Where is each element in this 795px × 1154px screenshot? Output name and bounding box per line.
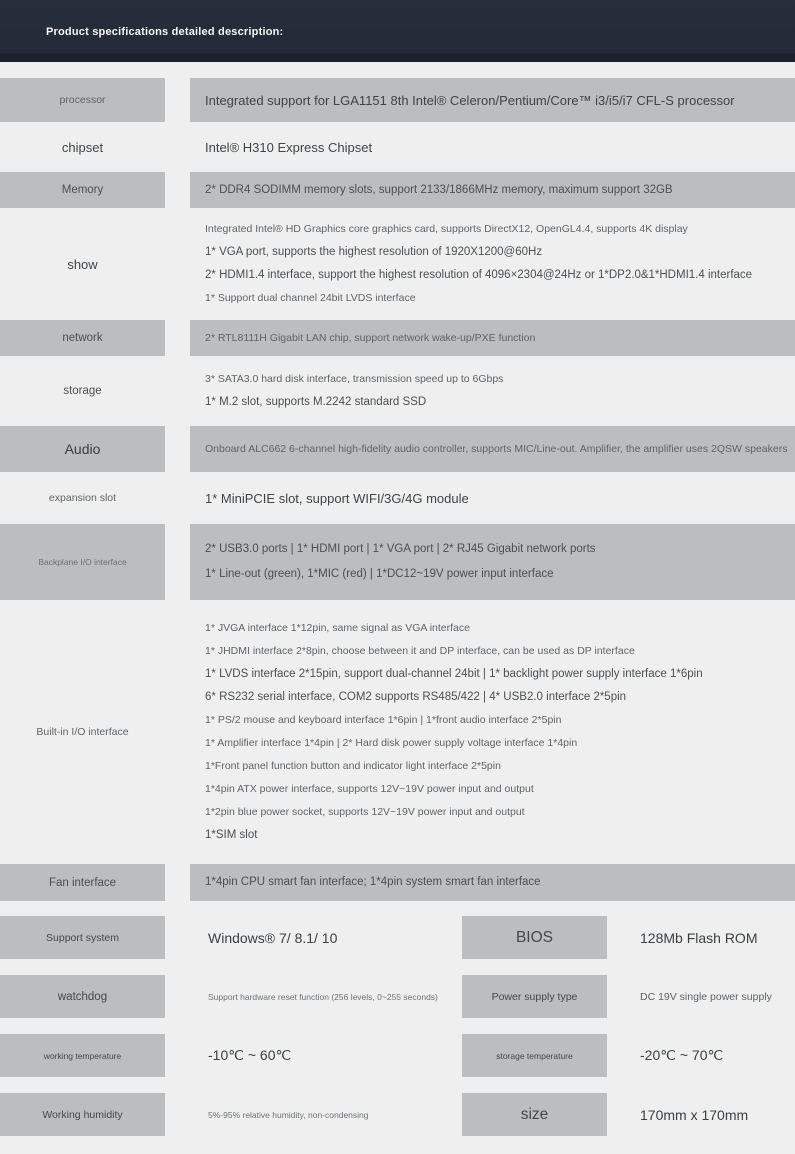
row-value: [190, 320, 795, 356]
spec-line: 1* Line-out (green), 1*MIC (red) | 1*DC12~19V power input interface: [205, 568, 554, 580]
spec-row-processor: [0, 78, 795, 122]
row-value: [190, 359, 795, 423]
column-gap: [165, 475, 190, 521]
spec-row-storage: [0, 359, 795, 423]
bottom-left-value: Windows® 7/ 8.1/ 10: [208, 929, 338, 946]
column-gap: [165, 78, 190, 122]
spec-line: 1*SIM slot: [205, 829, 258, 841]
spec-row-show: [0, 211, 795, 317]
spec-row-network: [0, 320, 795, 356]
spec-line: Onboard ALC662 6-channel high-fidelity audio controller, supports MIC/Line-out. Amplifier, the amplifier uses 2QSW speakers: [205, 442, 788, 455]
bottom-left-value: 5%-95% relative humidity, non-condensing: [208, 1109, 369, 1120]
spec-line: 1*Front panel function button and indicator light interface 2*5pin: [205, 760, 501, 772]
column-gap: [165, 172, 190, 208]
bottom-row: [0, 1034, 795, 1077]
spec-line: 1*4pin CPU smart fan interface; 1*4pin system smart fan interface: [205, 876, 541, 888]
bottom-right-label: BIOS: [462, 916, 607, 959]
bottom-right-label: storage temperature: [462, 1034, 607, 1077]
row-label: processor: [0, 78, 165, 122]
row-value: [190, 524, 795, 600]
spec-row-backplane: [0, 524, 795, 600]
spec-bottom-grid: [0, 916, 795, 1136]
column-gap: [165, 603, 190, 861]
page-header: [0, 0, 795, 62]
bottom-right-label: Power supply type: [462, 975, 607, 1018]
bottom-right-value: 128Mb Flash ROM: [640, 929, 758, 946]
row-label: Audio: [0, 426, 165, 472]
page-title: Product specifications detailed description:: [46, 26, 284, 38]
row-label: Backplane I/O interface: [0, 524, 165, 600]
bottom-right-value: -20℃ ~ 70℃: [640, 1047, 724, 1063]
spec-row-chipset: [0, 125, 795, 169]
bottom-left-value: Support hardware reset function (256 levels, 0~255 seconds): [208, 991, 438, 1002]
column-gap: [165, 426, 190, 472]
spec-line: 1* LVDS interface 2*15pin, support dual-channel 24bit | 1* backlight power supply interface 1*6pin: [205, 668, 703, 680]
spec-line: 1* JHDMI interface 2*8pin, choose between it and DP interface, can be used as DP interface: [205, 645, 635, 657]
row-label: storage: [63, 385, 102, 397]
spec-line: 1* Support dual channel 24bit LVDS interface: [205, 292, 416, 304]
row-value: [190, 475, 795, 521]
spec-line: 1*4pin ATX power interface, supports 12V~19V power input and output: [205, 783, 534, 795]
row-label: show: [67, 256, 98, 272]
row-value: [190, 603, 795, 861]
row-value: [190, 426, 795, 472]
bottom-row: [0, 975, 795, 1018]
spec-line: Integrated Intel® HD Graphics core graphics card, supports DirectX12, OpenGL4.4, supports 4K display: [205, 223, 688, 235]
bottom-left-label: watchdog: [0, 975, 165, 1018]
row-label: chipset: [61, 139, 104, 155]
spec-line: 1*2pin blue power socket, supports 12V~19V power input and output: [205, 806, 525, 818]
spec-line: 1* Amplifier interface 1*4pin | 2* Hard disk power supply voltage interface 1*4pin: [205, 737, 578, 749]
bottom-row: [0, 916, 795, 959]
spec-line: Intel® H310 Express Chipset: [205, 139, 373, 155]
row-label: Built-in I/O interface: [36, 726, 129, 738]
spec-row-builtin: [0, 603, 795, 861]
row-value: [190, 172, 795, 208]
row-label: expansion slot: [48, 492, 117, 504]
bottom-row: [0, 1093, 795, 1136]
row-label: network: [0, 320, 165, 356]
row-label: Fan interface: [0, 864, 165, 901]
spec-table: [0, 62, 795, 901]
spec-line: 2* USB3.0 ports | 1* HDMI port | 1* VGA port | 2* RJ45 Gigabit network ports: [205, 543, 596, 555]
spec-row-audio: [0, 426, 795, 472]
spec-line: 1* VGA port, supports the highest resolution of 1920X1200@60Hz: [205, 246, 543, 258]
bottom-left-label: Support system: [0, 916, 165, 959]
spec-line: 2* HDMI1.4 interface, support the highest resolution of 4096×2304@24Hz or 1*DP2.0&1*HDMI1.4 interface: [205, 269, 753, 281]
bottom-left-value: -10℃ ~ 60℃: [208, 1047, 292, 1063]
bottom-right-label: size: [462, 1093, 607, 1136]
bottom-left-label: working temperature: [0, 1034, 165, 1077]
spec-row-expansion: [0, 475, 795, 521]
bottom-right-value: DC 19V single power supply: [640, 990, 772, 1003]
spec-line: 1* M.2 slot, supports M.2242 standard SSD: [205, 396, 427, 408]
spec-line: Integrated support for LGA1151 8th Intel® Celeron/Pentium/Core™ i3/i5/i7 CFL-S processor: [205, 92, 735, 108]
row-label: Memory: [0, 172, 165, 208]
column-gap: [165, 524, 190, 600]
spec-row-memory: [0, 172, 795, 208]
bottom-right-value: 170mm x 170mm: [640, 1106, 749, 1123]
spec-line: 1* MiniPCIE slot, support WIFI/3G/4G module: [205, 490, 469, 506]
spec-line: 2* DDR4 SODIMM memory slots, support 2133/1866MHz memory, maximum support 32GB: [205, 183, 673, 196]
column-gap: [165, 125, 190, 169]
spec-line: 1* PS/2 mouse and keyboard interface 1*6pin | 1*front audio interface 2*5pin: [205, 714, 562, 726]
spec-line: 1* JVGA interface 1*12pin, same signal as VGA interface: [205, 622, 470, 634]
spec-row-fan: [0, 864, 795, 901]
spec-line: 2* RTL8111H Gigabit LAN chip, support network wake-up/PXE function: [205, 331, 536, 344]
row-value: [190, 125, 795, 169]
spec-line: 6* RS232 serial interface, COM2 supports RS485/422 | 4* USB2.0 interface 2*5pin: [205, 691, 627, 703]
bottom-left-label: Working humidity: [0, 1093, 165, 1136]
column-gap: [165, 359, 190, 423]
row-value: [190, 78, 795, 122]
column-gap: [165, 211, 190, 317]
column-gap: [165, 320, 190, 356]
row-value: [190, 864, 795, 901]
row-value: [190, 211, 795, 317]
column-gap: [165, 864, 190, 901]
spec-line: 3* SATA3.0 hard disk interface, transmission speed up to 6Gbps: [205, 373, 504, 385]
